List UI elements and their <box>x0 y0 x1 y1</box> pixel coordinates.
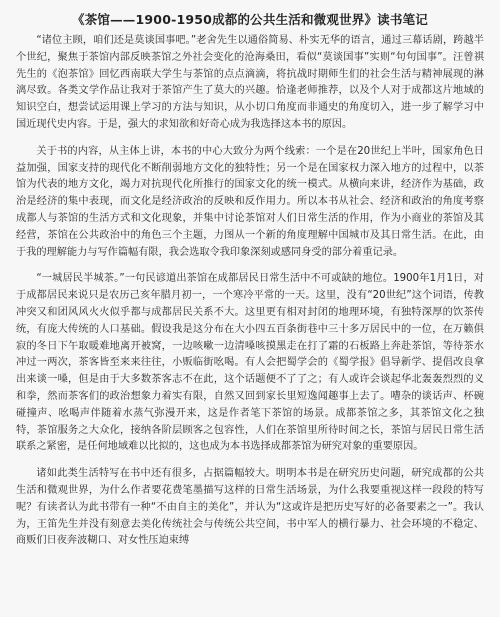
paragraph-chengdu-teahouse-scene: “一城居民半城茶。”一句民谚道出茶馆在成都居民日常生活中不可或缺的地位。1900年1月1日，对于成都居民来说只是农历己亥年腊月初一，一个寒冷平常的一天。这里，没有“20世纪”这个词语，传教冲突又和团风风火火似乎都与成都居民关系不大。这里更有相对封闭的地理环境，有独特深厚的饮茶传统，有庞大传统的人口基础。假设我是这分布在大小四五百条街巷中三十多万居民中的一位，在万籁俱寂的冬日下午取暖难地离开被窝，一边咳嗽一边清嗓咳摸黑走在打了霜的石板路上奔赴茶馆，等待茶水冲过一两次，茶客皆至来来往往，小贩临街吆喝。有人会把蜀学会的《蜀学报》倡导新学、提倡改良拿出来谈一嗓，但是由于大多数茶客志不在此，这个话题便不了了之；有人或许会谈起华北轰轰烈烈的义和拳，然而茶客们的政治想象力着实有限，自然又回到家长里短逸闻趣事上去了。嘈杂的谈话声、杯碗碰撞声、吆喝声伴随着水蒸气弥漫开来，这是作者笔下茶馆的场景。成都茶馆之多，其茶馆文化之独特，茶馆服务之大众化，接纳各阶层顾客之包容性，人们在茶馆里所待时间之长，茶馆与居民日常生活联系之紧密，是任何地域难以比拟的，这也成为本书选择成都茶馆为研究对象的重要原因。 <box>16 273 484 453</box>
document-title: 《茶馆——1900-1950成都的公共生活和微观世界》读书笔记 <box>72 12 428 27</box>
paragraph-daily-life-writing: 诸如此类生活特写在书中还有很多，占据篇幅较大。明明本书是在研究历史问题，研究成都的公共生活和微观世界，为什么作者要花费笔墨描写这样的日常生活场景，为什么我要重视这样一段段的特写呢？有读者认为此书带有一种“不由自主的美化”，并认为“这或许是把历史写好的必备要素之一”。我认为，王笛先生并没有刻意去美化传统社会与传统公共空间，书中军人的横行暴力、社会环境的不稳定、商贩们日夜奔波糊口、对女性压迫束缚 <box>16 468 484 547</box>
paragraph-content-overview: 关于书的内容，从主体上讲，本书的中心大致分为两个线索：一个是在20世纪上半叶，国家角色日益加强，国家支持的现代化不断削弱地方文化的独特性；另一个是在国家权力深入地方的过程中，以茶馆为代表的地方文化，竭力对抗现代化所推行的国家文化的统一模式。从横向来讲，经济作为基础，政治是经济的集中表现，而文化是经济政治的反映和反作用力。所以本书从社会、经济和政治的角度考察成都人与茶馆的生活方式和文化现象，并集中讨论茶馆对人们日常生活的作用，作为小商业的茶馆及其经营，茶馆在公共政治中的角色三个主题，力图从一个新的角度理解中国城市及其日常生活。在此，由于我的理解能力与写作篇幅有限，我会选取令我印象深刻或感同身受的部分着重记录。 <box>16 145 484 258</box>
paragraph-intro: “诸位主顾，咱们还是莫谈国事吧。”老舍先生以通俗简易、朴实无华的语言，通过三幕话剧，跨越半个世纪，聚焦于茶馆内部反映茶馆之外社会变化的沧海桑田，看似“莫谈国事”实则“句句国事”。汪曾祺先生的《泡茶馆》回忆西南联大学生与茶馆的点点滴滴，将抗战时期师生们的社会生活与精神展现的淋漓尽致。各类文学作品让我对于茶馆产生了莫大的兴趣。恰逢老师推荐，以及个人对于成都这片地域的知识空白，想尝试运用课上学习的方法与知识，从小切口角度而非通史的角度切入，进一步了解学习中国近现代史内容。于是，强大的求知欲和好奇心成为我选择这本书的原因。 <box>16 35 484 130</box>
